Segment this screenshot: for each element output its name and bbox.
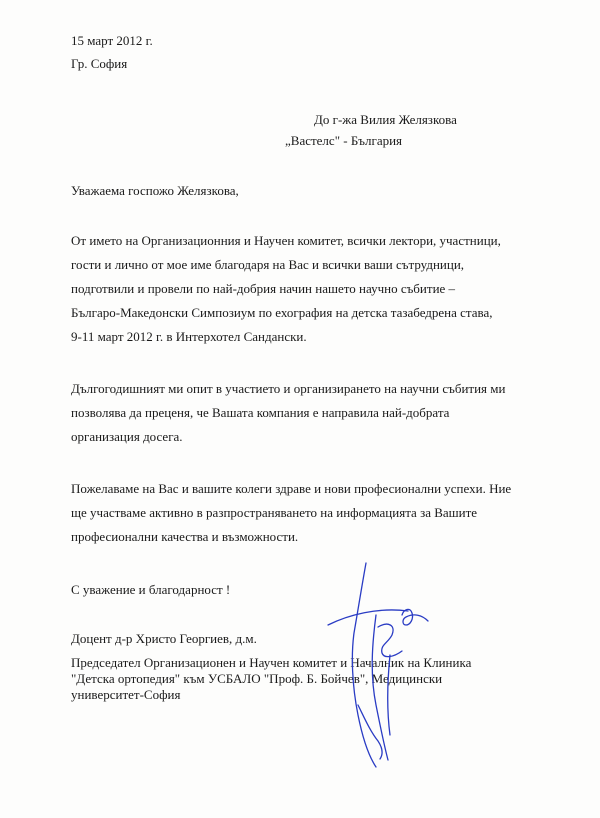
signatory-title-line: "Детска ортопедия" към УСБАЛО "Проф. Б. Бойчев", Медицински (71, 671, 443, 686)
recipient-company: „Вастелс" - България (285, 133, 403, 148)
signatory-title (71, 655, 541, 703)
signatory-name: Доцент д-р Христо Георгиев, д.м. (71, 631, 257, 646)
handwritten-signature (318, 555, 438, 775)
paragraph-line: Дългогодишният ми опит в участието и организирането на научни събития ми (71, 381, 506, 396)
paragraph-1 (71, 229, 541, 349)
paragraph-line: 9-11 март 2012 г. в Интерхотел Сандански. (71, 329, 307, 344)
signature-stroke (372, 615, 388, 760)
paragraph-line: организация досега. (71, 429, 183, 444)
paragraph-line: позволява да преценя, че Вашата компания е направила най-добрата (71, 405, 450, 420)
paragraph-2 (71, 377, 541, 449)
paragraph-3 (71, 477, 541, 549)
signatory-title-line: университет-София (71, 687, 181, 702)
paragraph-line: професионални качества и възможности. (71, 529, 299, 544)
paragraph-line: От името на Организационния и Научен комитет, всички лектори, участници, (71, 233, 501, 248)
letter-date: 15 март 2012 г. (71, 33, 153, 48)
signature-stroke (402, 609, 428, 625)
letter-city: Гр. София (71, 56, 128, 71)
closing-line: С уважение и благодарност ! (71, 582, 231, 597)
signatory-title-line: Председател Организационен и Научен комитет и Началник на Клиника (71, 655, 472, 670)
greeting: Уважаема госпожо Желязкова, (71, 183, 239, 198)
paragraph-line: гости и лично от мое име благодаря на Вас и всички ваши сътрудници, (71, 257, 465, 272)
signature-stroke (328, 610, 408, 625)
paragraph-line: подготвили и провели по най-добрия начин нашето научно събитие – (71, 281, 456, 296)
paragraph-line: Пожелаваме на Вас и вашите колеги здраве и нови професионални успехи. Ние (71, 481, 512, 496)
paragraph-line: Българо-Македонски Симпозиум по ехография на детска тазабедрена става, (71, 305, 493, 320)
signature-stroke (378, 624, 402, 656)
signature-stroke (388, 655, 390, 735)
paragraph-line: ще участваме активно в разпространяването на информацията за Вашите (71, 505, 478, 520)
recipient-name: До г-жа Вилия Желязкова (314, 112, 457, 127)
